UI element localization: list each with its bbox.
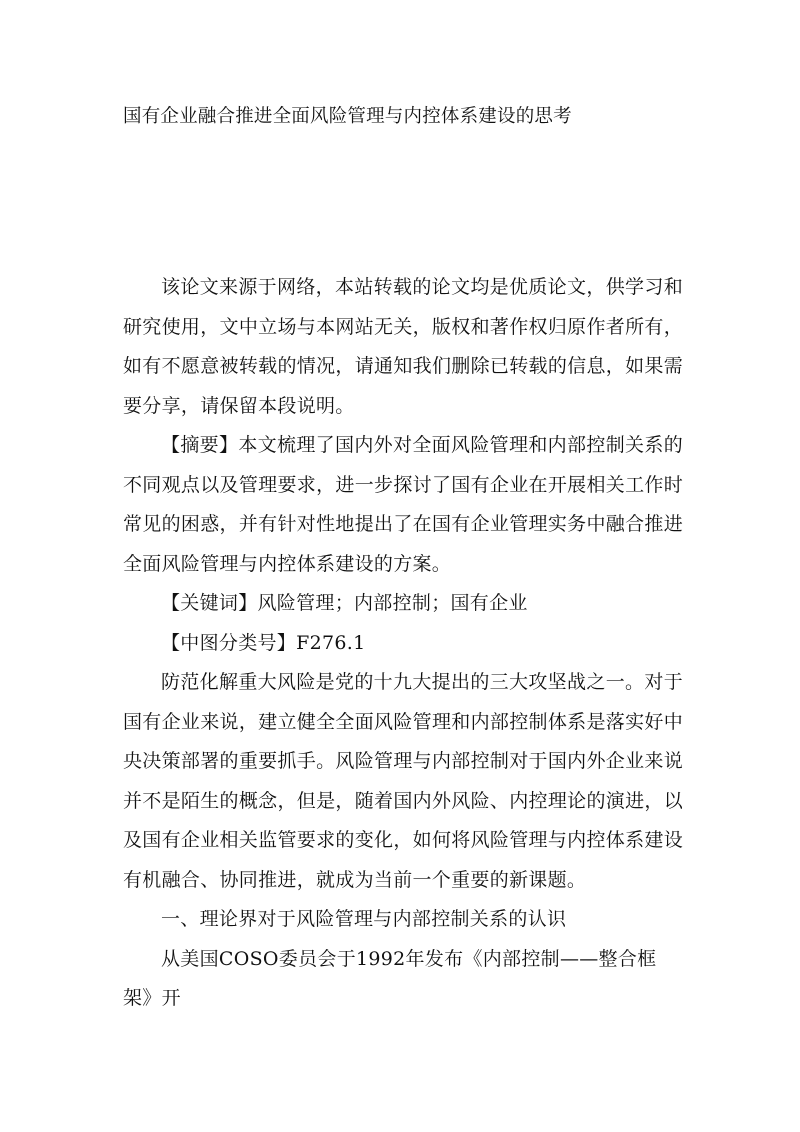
keywords-line: 【关键词】风险管理；内部控制；国有企业 [161, 592, 528, 614]
classification-number-line: 【中图分类号】F276.1 [161, 631, 366, 654]
abstract-paragraph: 【摘要】本文梳理了国内外对全面风险管理和内部控制关系的不同观点以及管理要求，进一步探讨了国有企业在开展相关工作时常见的困惑，并有针对性地提出了在国有企业管理实务中融合推进全面风险管理与内控体系建设的方案。 [123, 434, 683, 575]
section-paragraph: 从美国COSO委员会于1992年发布《内部控制——整合框架》开 [123, 947, 657, 1009]
introduction-paragraph: 防范化解重大风险是党的十九大提出的三大攻坚战之一。对于国有企业来说，建立健全全面风险管理和内部控制体系是落实好中央决策部署的重要抓手。风险管理与内部控制对于国内外企业来说并不是陌生的概念，但是，随着国内外风险、内控理论的演进，以及国有企业相关监管要求的变化，如何将风险管理与内控体系建设有机融合、协同推进，就成为当前一个重要的新课题。 [123, 671, 683, 891]
document-body [123, 268, 683, 1019]
copyright-notice-paragraph: 该论文来源于网络，本站转载的论文均是优质论文，供学习和研究使用，文中立场与本网站无关，版权和著作权归原作者所有，如有不愿意被转载的情况，请通知我们删除已转载的信息，如果需要分享，请保留本段说明。 [123, 276, 683, 417]
section-heading: 一、理论界对于风险管理与内部控制关系的认识 [161, 908, 567, 930]
document-title: 国有企业融合推进全面风险管理与内控体系建设的思考 [123, 106, 572, 127]
